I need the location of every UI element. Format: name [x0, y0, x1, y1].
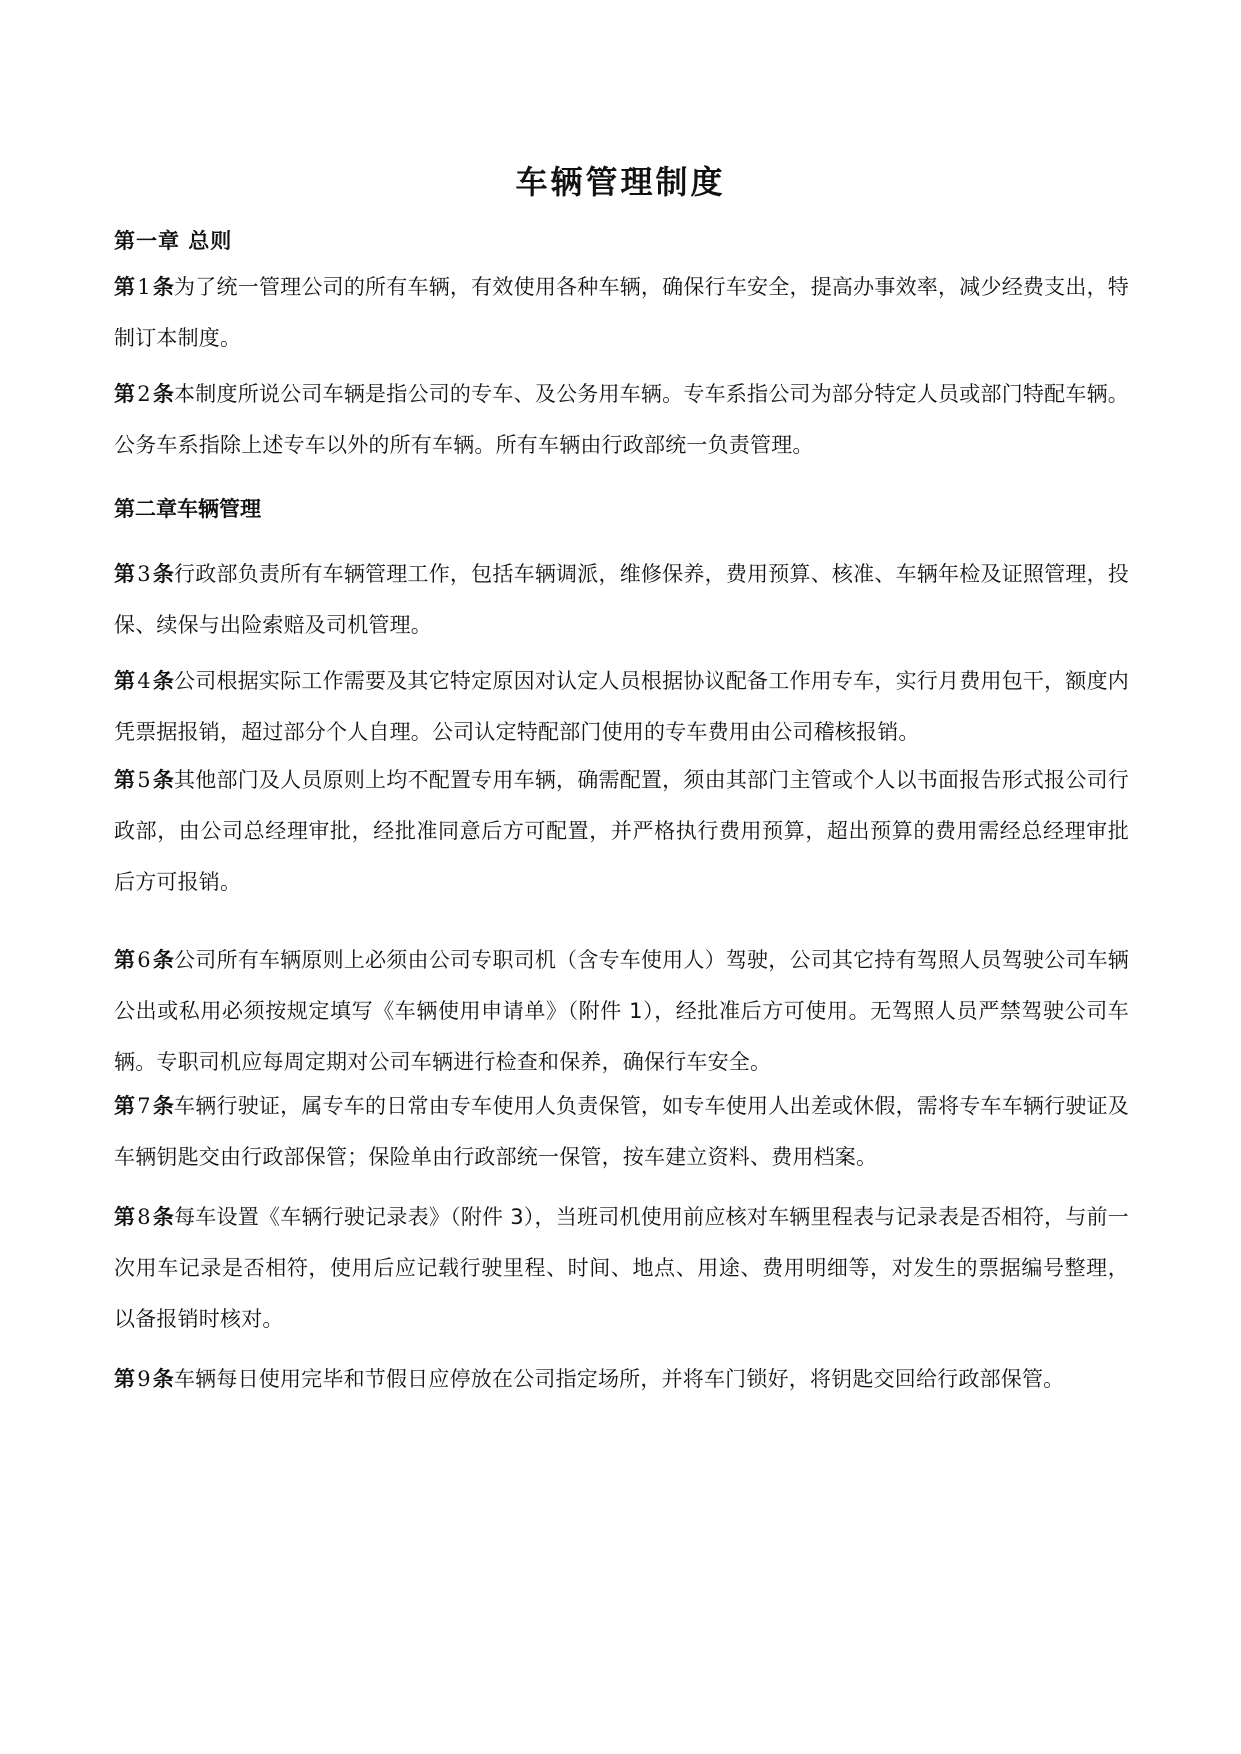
article-9: [114, 1354, 1129, 1405]
article-label: 第2条: [114, 382, 175, 406]
article-label: 第8条: [114, 1205, 175, 1229]
article-label: 第4条: [114, 669, 175, 693]
article-text: 行政部负责所有车辆管理工作，包括车辆调派，维修保养，费用预算、核准、车辆年检及证照管理，投保、续保与出险索赔及司机管理。: [114, 562, 1130, 637]
article-2: [114, 369, 1129, 471]
document-title: 车辆管理制度: [515, 163, 726, 201]
chapter-heading-1: 第一章 总则: [114, 228, 233, 253]
article-6: [114, 935, 1129, 1088]
article-label: 第5条: [114, 768, 175, 792]
article-4: [114, 656, 1129, 758]
article-label: 第1条: [114, 275, 175, 299]
article-3: [114, 549, 1129, 651]
article-text: 本制度所说公司车辆是指公司的专车、及公务用车辆。专车系指公司为部分特定人员或部门特配车辆。公务车系指除上述专车以外的所有车辆。所有车辆由行政部统一负责管理。: [114, 382, 1130, 457]
article-1: [114, 262, 1129, 364]
article-text: 车辆每日使用完毕和节假日应停放在公司指定场所，并将车门锁好，将钥匙交回给行政部保管。: [173, 1367, 1065, 1391]
article-text: 其他部门及人员原则上均不配置专用车辆，确需配置，须由其部门主管或个人以书面报告形式报公司行政部，由公司总经理审批，经批准同意后方可配置，并严格执行费用预算，超出预算的费用需经总经理审批后方可报销。: [114, 768, 1130, 894]
article-text: 为了统一管理公司的所有车辆，有效使用各种车辆，确保行车安全，提高办事效率，减少经费支出，特制订本制度。: [114, 275, 1130, 350]
article-label: 第9条: [114, 1367, 174, 1391]
article-text: 车辆行驶证，属专车的日常由专车使用人负责保管，如专车使用人出差或休假，需将专车车辆行驶证及车辆钥匙交由行政部保管；保险单由行政部统一保管，按车建立资料、费用档案。: [114, 1094, 1130, 1169]
article-text: 公司所有车辆原则上必须由公司专职司机（含专车使用人）驾驶，公司其它持有驾照人员驾驶公司车辆公出或私用必须按规定填写《车辆使用申请单》（附件 1），经批准后方可使用。无驾照人员严禁驾驶公司车辆。专职司机应每周定期对公司车辆进行检查和保养，确保行车安全。: [114, 948, 1130, 1074]
article-label: 第6条: [114, 948, 175, 972]
article-5: [114, 755, 1129, 908]
article-text: 公司根据实际工作需要及其它特定原因对认定人员根据协议配备工作用专车，实行月费用包干，额度内凭票据报销，超过部分个人自理。公司认定特配部门使用的专车费用由公司稽核报销。: [114, 669, 1130, 744]
chapter-heading-2: 第二章车辆管理: [114, 497, 261, 521]
article-label: 第7条: [114, 1094, 175, 1118]
article-8: [114, 1192, 1129, 1345]
article-label: 第3条: [114, 562, 175, 586]
article-text: 每车设置《车辆行驶记录表》（附件 3），当班司机使用前应核对车辆里程表与记录表是否相符，与前一次用车记录是否相符，使用后应记载行驶里程、时间、地点、用途、费用明细等，对发生的票据编号整理，以备报销时核对。: [114, 1205, 1129, 1331]
article-7: [114, 1081, 1129, 1183]
